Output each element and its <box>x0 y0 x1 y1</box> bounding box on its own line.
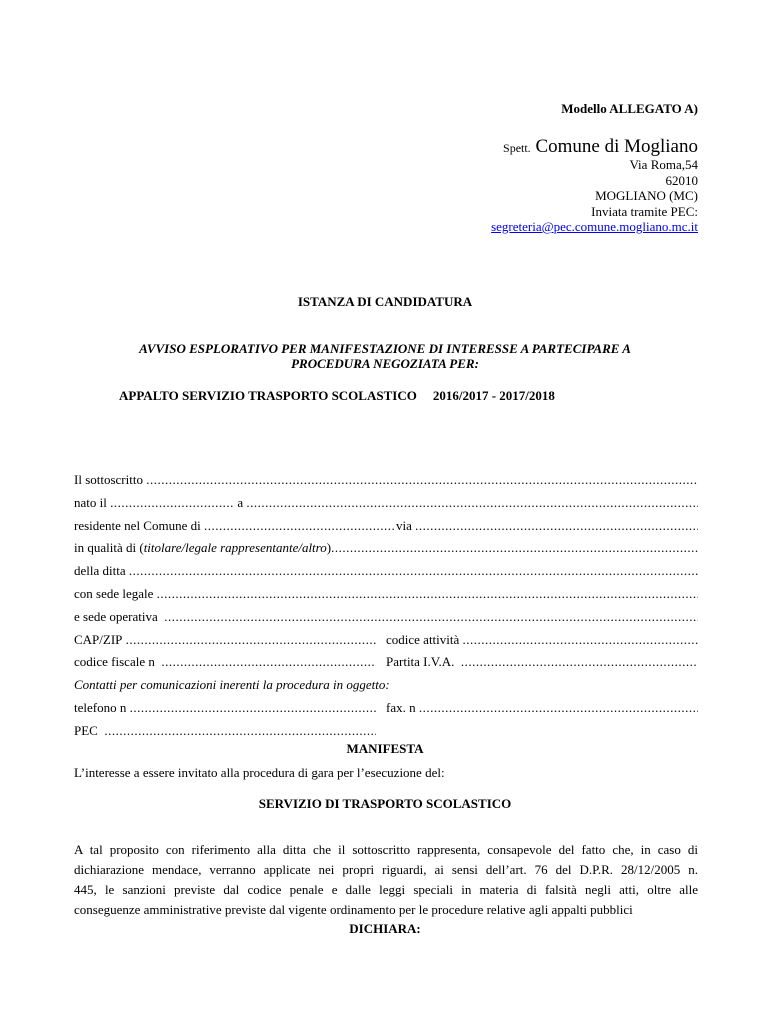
fill-line[interactable] <box>157 586 698 602</box>
fill-line[interactable] <box>415 518 698 534</box>
appalto-heading <box>119 388 555 404</box>
label-residente: residente nel Comune di <box>74 517 201 533</box>
fill-line[interactable] <box>204 518 396 534</box>
paragraph-line: 445, le sanzioni previste dal codice penale e dalle leggi speciali in materia di falsità negli atti, oltre alle <box>74 882 698 897</box>
paragraph-line: A tal proposito con riferimento alla ditta che il sottoscritto rappresenta, consapevole del fatto che, in caso di <box>74 842 698 857</box>
servizio-heading: SERVIZIO DI TRASPORTO SCOLASTICO <box>258 796 512 811</box>
label-qualita-prefix: in qualità di ( <box>74 540 144 556</box>
spett-prefix: Spett. <box>503 141 531 155</box>
address-line-city: MOGLIANO (MC) <box>595 188 698 203</box>
label-codice-fiscale: codice fiscale n <box>74 654 155 670</box>
interesse-text: L’interesse a essere invitato alla procedura di gara per l’esecuzione del: <box>74 765 445 780</box>
address-line-street: Via Roma,54 <box>629 157 698 172</box>
appalto-title: APPALTO SERVIZIO TRASPORTO SCOLASTICO <box>119 388 417 403</box>
label-sottoscritto: Il sottoscritto <box>74 472 143 487</box>
field-cap-codice-attivita[interactable] <box>74 632 698 655</box>
appalto-years: 2016/2017 - 2017/2018 <box>432 388 555 403</box>
fill-line[interactable] <box>146 472 698 488</box>
label-telefono: telefono n <box>74 699 127 715</box>
avviso-line-2: PROCEDURA NEGOZIATA PER: <box>291 356 479 371</box>
label-partita-iva: Partita I.V.A. <box>386 654 455 670</box>
fill-line[interactable] <box>246 495 698 511</box>
field-nato[interactable] <box>74 495 698 518</box>
label-cap: CAP/ZIP <box>74 631 123 647</box>
label-ditta: della ditta <box>74 563 126 579</box>
label-codice-attivita: codice attività <box>386 631 460 647</box>
field-qualita[interactable] <box>74 540 698 563</box>
fill-line[interactable] <box>331 540 698 556</box>
field-sede-legale[interactable] <box>74 586 698 609</box>
istanza-title: ISTANZA DI CANDIDATURA <box>297 294 473 309</box>
address-line-cap: 62010 <box>665 172 698 188</box>
fill-line[interactable] <box>126 632 376 648</box>
label-pec: PEC <box>74 722 98 738</box>
label-qualita-italic: titolare/legale rappresentante/altro <box>143 540 327 556</box>
field-sede-operativa[interactable] <box>74 609 698 632</box>
fill-line[interactable] <box>104 723 376 739</box>
label-qualita-suffix: ) <box>326 540 332 556</box>
contatti-heading <box>74 677 698 700</box>
field-ditta[interactable] <box>74 563 698 586</box>
label-sede-operativa: e sede operativa <box>74 608 158 624</box>
modello-label: Modello ALLEGATO A) <box>561 101 698 116</box>
dichiara-heading: DICHIARA: <box>349 921 421 936</box>
fill-line[interactable] <box>463 632 698 648</box>
label-a: a <box>237 494 244 510</box>
label-fax: fax. n <box>386 699 416 715</box>
fill-line[interactable] <box>110 495 234 511</box>
fill-line[interactable] <box>461 654 698 670</box>
paragraph-line: conseguenze amministrative previste dal vigente ordinamento per le procedure relative agli appalti pubblici <box>74 902 633 917</box>
field-telefono-fax[interactable] <box>74 700 698 723</box>
fill-line[interactable] <box>129 563 698 579</box>
candidate-form <box>74 472 698 746</box>
fill-line[interactable] <box>164 609 698 625</box>
fill-line[interactable] <box>130 700 376 716</box>
field-residente[interactable] <box>74 518 698 541</box>
label-nato-il: nato il <box>74 494 107 510</box>
fill-line[interactable] <box>419 700 698 716</box>
field-sottoscritto[interactable] <box>74 472 698 495</box>
label-contatti: Contatti per comunicazioni inerenti la procedura in oggetto: <box>74 677 390 693</box>
avviso-heading <box>0 341 770 371</box>
pec-email-link[interactable]: segreteria@pec.comune.mogliano.mc.it <box>491 219 698 234</box>
recipient-line <box>503 136 698 158</box>
paragraph-line: dichiarazione mendace, verranno applicate nei propri riguardi, ai sensi dell’art. 76 del D.P.R. 28/12/2005 n. <box>74 862 698 877</box>
label-sede-legale: con sede legale <box>74 585 154 601</box>
declaration-paragraph <box>74 840 698 920</box>
field-codice-fiscale-iva[interactable] <box>74 654 698 677</box>
fill-line[interactable] <box>161 654 376 670</box>
label-via: via <box>395 517 412 533</box>
avviso-line-1: AVVISO ESPLORATIVO PER MANIFESTAZIONE DI INTERESSE A PARTECIPARE A <box>139 341 631 356</box>
recipient-name: Comune di Mogliano <box>535 136 698 157</box>
address-line-pec-note: Inviata tramite PEC: <box>591 203 698 219</box>
manifesta-heading: MANIFESTA <box>346 741 424 756</box>
